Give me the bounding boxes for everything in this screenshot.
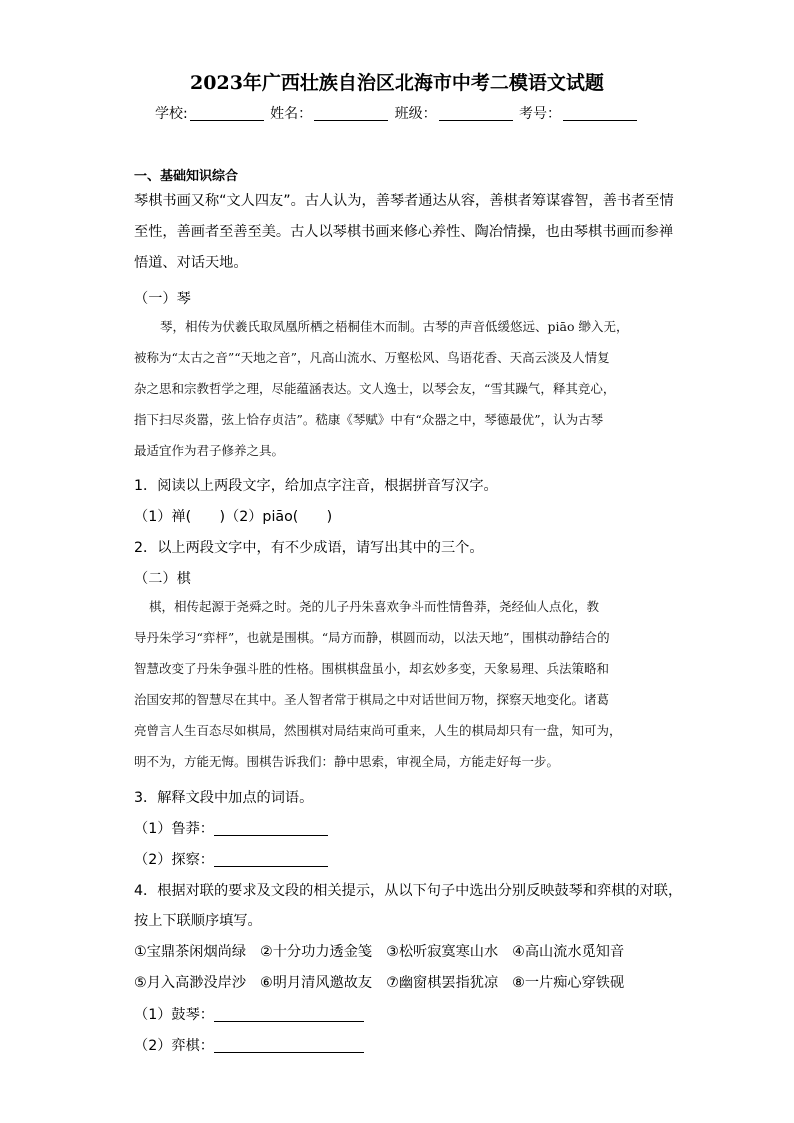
school-label: 学校: (154, 106, 188, 122)
page-title: 2023年广西壮族自治区北海市中考二模语文试题 (190, 72, 604, 94)
passage-line: 棋，相传起源于尧舜之时。尧的儿子丹朱喜欢争斗而性情鲁莽，尧经仙人点化，教 (149, 599, 600, 614)
passage-line: 最适宜作为君子修养之具。 (134, 443, 285, 458)
q3-item2-label: （2）探察： (134, 852, 214, 868)
part1-heading: （一）琴 (134, 291, 191, 307)
class-blank[interactable] (439, 106, 513, 121)
option-item: ⑤月入高渺没岸沙 (134, 975, 247, 991)
section-heading: 一、基础知识综合 (134, 169, 239, 184)
q4-ans2-label: （2）弈棋： (134, 1038, 214, 1054)
passage-line: 治国安邦的智慧尽在其中。圣人智者常于棋局之中对话世间万物，探察天地变化。诸葛 (134, 692, 610, 707)
option-item: ⑥明月清风邀故友 (260, 975, 373, 991)
intro-paragraph (134, 186, 674, 279)
student-info-row (0, 103, 794, 123)
question-3: 3．解释文段中加点的词语。 (134, 790, 314, 806)
q3-item1-blank[interactable] (214, 822, 328, 836)
qin-passage (134, 311, 628, 466)
part2-heading: （二）棋 (134, 571, 191, 587)
option-item: ⑦幽窗棋罢指犹凉 (386, 975, 499, 991)
option-item: ⑧一片痴心穿铁砚 (512, 975, 625, 991)
passage-line: 被称为“太古之音”“天地之音”，凡高山流水、万壑松风、鸟语花香、天高云淡及人情复 (134, 350, 610, 365)
question-4-line-2: 按上下联顺序填写。 (134, 913, 262, 929)
question-3-item-2 (134, 849, 328, 869)
question-4-answer-2 (134, 1035, 364, 1055)
passage-line: 导丹朱学习“弈枰”，也就是围棋。“局方而静，棋圆而动，以法天地”，围棋动静结合的 (134, 630, 610, 645)
passage-line: 杂之思和宗教哲学之理，尽能蕴涵表达。文人逸士，以琴会友，“雪其躁气，释其竞心， (134, 381, 616, 396)
passage-line: 指下扫尽炎嚣，弦上恰存贞洁”。嵇康《琴赋》中有“众器之中，琴德最优”，认为古琴 (134, 412, 604, 427)
question-1-items[interactable]: （1）禅( )（2）piāo( ) (134, 509, 333, 525)
question-4-line-1: 4．根据对联的要求及文段的相关提示，从以下句子中选出分别反映鼓琴和弈棋的对联， (134, 883, 683, 899)
question-2: 2．以上两段文字中，有不少成语，请写出其中的三个。 (134, 540, 484, 556)
intro-line: 至性，善画者至善至美。古人以琴棋书画来修心养性、陶冶情操，也由琴棋书画而参禅 (134, 224, 674, 240)
exam-no-blank[interactable] (563, 106, 637, 121)
name-blank[interactable] (314, 106, 388, 121)
name-label: 姓名： (270, 106, 313, 122)
passage-line: 明不为，方能无悔。围棋告诉我们：静中思索，审视全局，方能走好每一步。 (134, 754, 560, 769)
qi-passage (134, 591, 622, 777)
exam-no-label: 考号： (519, 106, 562, 122)
option-item: ②十分功力透金笺 (260, 944, 373, 960)
option-item: ④高山流水觅知音 (512, 944, 625, 960)
passage-line: 亮曾言人生百态尽如棋局，然围棋对局结束尚可重来，人生的棋局却只有一盘，知可为， (134, 723, 622, 738)
q4-ans1-blank[interactable] (214, 1008, 364, 1022)
q4-ans1-label: （1）鼓琴： (134, 1007, 214, 1023)
option-item: ③松听寂寞寒山水 (386, 944, 499, 960)
passage-line: 琴，相传为伏羲氏取凤凰所栖之梧桐佳木而制。古琴的声音低缓悠远、piāo 缈入无， (160, 319, 629, 334)
passage-line: 智慧改变了丹朱争强斗胜的性格。围棋棋盘虽小，却玄妙多变，天象易理、兵法策略和 (134, 661, 610, 676)
intro-line: 悟道、对话天地。 (134, 255, 248, 271)
class-label: 班级： (394, 106, 437, 122)
school-blank[interactable] (190, 106, 264, 121)
question-3-item-1 (134, 818, 328, 838)
q4-ans2-blank[interactable] (214, 1039, 364, 1053)
options-row-2 (134, 972, 624, 992)
option-item: ①宝鼎茶闲烟尚绿 (134, 944, 247, 960)
q3-item1-label: （1）鲁莽： (134, 821, 214, 837)
question-1: 1．阅读以上两段文字，给加点字注音，根据拼音写汉字。 (134, 478, 498, 494)
options-row-1 (134, 941, 624, 961)
question-4-answer-1 (134, 1004, 364, 1024)
intro-line: 琴棋书画又称“文人四友”。古人认为，善琴者通达从容，善棋者筹谋睿智，善书者至情 (134, 193, 674, 209)
q3-item2-blank[interactable] (214, 853, 328, 867)
